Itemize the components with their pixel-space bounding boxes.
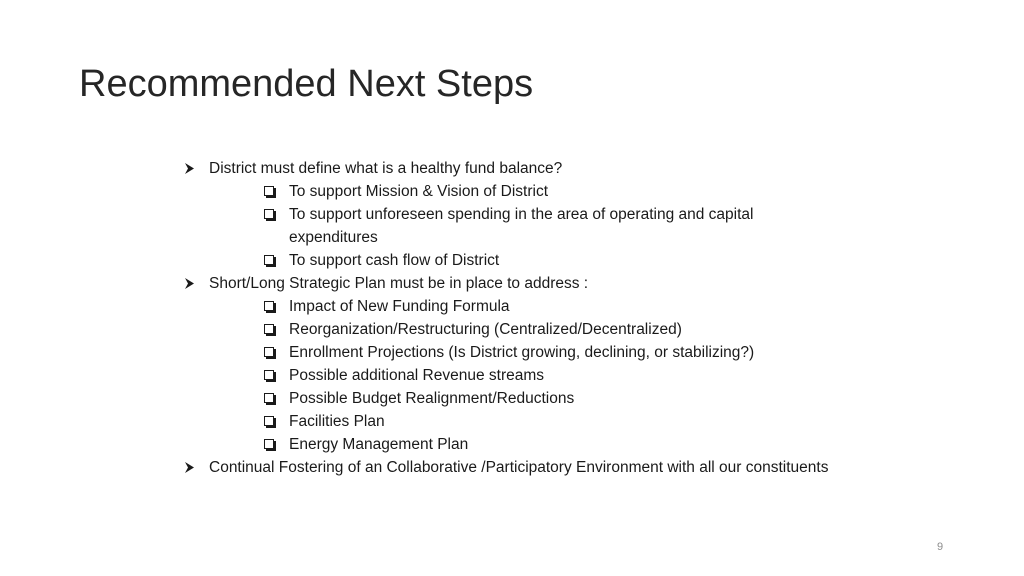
checkbox-bullet-icon [264,209,274,219]
sub-bullet-item [263,410,843,433]
sub-bullet-text: To support unforeseen spending in the area of operating and capital expenditures [289,206,754,246]
bullet-item [183,456,843,479]
sub-bullet-list [209,180,843,272]
sub-bullet-item [263,341,843,364]
arrow-bullet-icon [183,157,197,180]
checkbox-bullet-icon [264,439,274,449]
sub-bullet-item [263,318,843,341]
sub-bullet-text: Enrollment Projections (Is District growing, declining, or stabilizing?) [289,344,755,361]
sub-bullet-text: Possible additional Revenue streams [289,367,545,384]
sub-bullet-item [263,180,843,203]
page-number: 9 [936,541,944,553]
bullet-item [183,157,843,272]
sub-bullet-item [263,364,843,387]
checkbox-bullet-icon [264,416,274,426]
sub-bullet-text: To support cash flow of District [289,252,500,269]
checkbox-bullet-icon [264,324,274,334]
sub-bullet-text: Impact of New Funding Formula [289,298,510,315]
checkbox-bullet-icon [264,186,274,196]
sub-bullet-item [263,387,843,410]
sub-bullet-text: Possible Budget Realignment/Reductions [289,390,575,407]
checkbox-bullet-icon [264,393,274,403]
sub-bullet-text: Facilities Plan [289,413,385,430]
bullet-list [183,157,843,479]
checkbox-bullet-icon [264,255,274,265]
arrow-bullet-icon [183,456,197,479]
bullet-text: Short/Long Strategic Plan must be in place to address : [209,275,589,292]
sub-bullet-item [263,203,843,249]
bullet-text: Continual Fostering of an Collaborative /Participatory Environment with all our constituents [209,459,829,476]
sub-bullet-text: Energy Management Plan [289,436,469,453]
sub-bullet-item [263,433,843,456]
bullet-item [183,272,843,456]
checkbox-bullet-icon [264,301,274,311]
checkbox-bullet-icon [264,347,274,357]
sub-bullet-text: Reorganization/Restructuring (Centralized/Decentralized) [289,321,682,338]
sub-bullet-list [209,295,843,456]
sub-bullet-text: To support Mission & Vision of District [289,183,549,200]
sub-bullet-item [263,295,843,318]
sub-bullet-item [263,249,843,272]
checkbox-bullet-icon [264,370,274,380]
arrow-bullet-icon [183,272,197,295]
bullet-text: District must define what is a healthy fund balance? [209,160,563,177]
slide-title: Recommended Next Steps [79,63,534,105]
